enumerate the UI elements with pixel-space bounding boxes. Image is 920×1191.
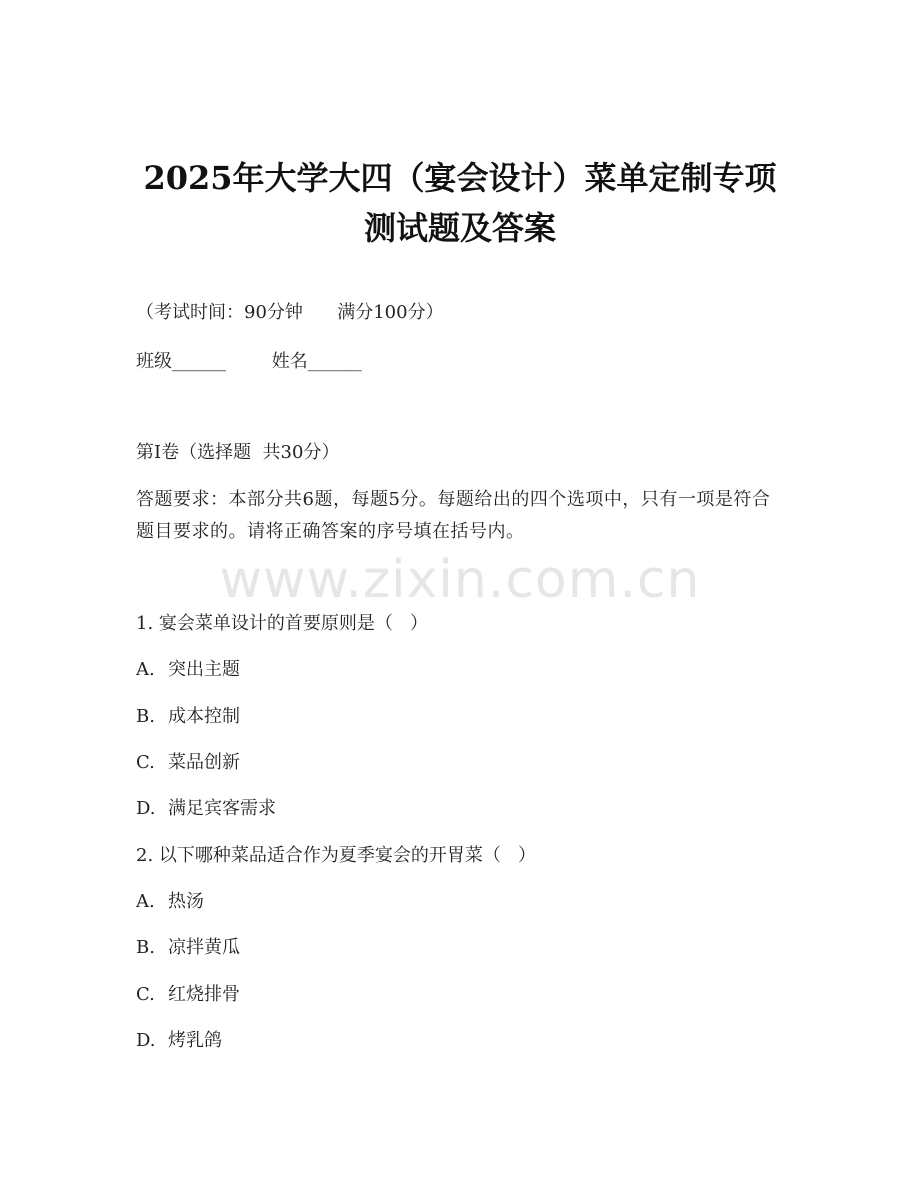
option-label: C. xyxy=(136,984,155,1005)
option-text: 成本控制 xyxy=(168,706,240,727)
question-1-option-a xyxy=(136,657,240,683)
watermark: www.zixin.com.cn xyxy=(219,550,701,610)
option-text: 凉拌黄瓜 xyxy=(168,937,240,958)
option-label: C. xyxy=(136,752,155,773)
question-1-option-b xyxy=(136,704,240,730)
option-text: 热汤 xyxy=(168,891,204,912)
question-1-stem: 1. 宴会菜单设计的首要原则是（ ） xyxy=(136,613,429,634)
option-text: 突出主题 xyxy=(168,659,240,680)
question-2-option-c xyxy=(136,982,240,1008)
instructions-text: 答题要求：本部分共6题，每题5分。每题给出的四个选项中，只有一项是符合题目要求的。请将正确答案的序号填在括号内。 xyxy=(136,489,771,542)
option-label: D. xyxy=(136,1030,156,1051)
option-label: B. xyxy=(136,706,155,727)
document-title-line-2: 测试题及答案 xyxy=(363,209,556,247)
question-1-option-c xyxy=(136,750,240,776)
option-label: A. xyxy=(136,659,155,680)
section-title: 第I卷（选择题 共30分） xyxy=(136,442,340,463)
option-text: 红烧排骨 xyxy=(168,984,240,1005)
document-title-line-1: 2025年大学大四（宴会设计）菜单定制专项 xyxy=(143,159,777,197)
option-text: 满足宾客需求 xyxy=(168,798,276,819)
option-text: 烤乳鸽 xyxy=(168,1030,222,1051)
question-2-stem: 2. 以下哪种菜品适合作为夏季宴会的开胃菜（ ） xyxy=(136,845,537,866)
option-label: B. xyxy=(136,937,155,958)
option-label: A. xyxy=(136,891,155,912)
option-text: 菜品创新 xyxy=(168,752,240,773)
question-1-option-d xyxy=(136,796,276,822)
exam-info: （考试时间：90分钟 满分100分） xyxy=(136,302,444,323)
option-label: D. xyxy=(136,798,156,819)
question-2-option-b xyxy=(136,935,240,961)
question-2-option-a xyxy=(136,889,204,915)
question-2-option-d xyxy=(136,1028,222,1054)
class-name-fields: 班级______ 姓名______ xyxy=(136,351,362,372)
